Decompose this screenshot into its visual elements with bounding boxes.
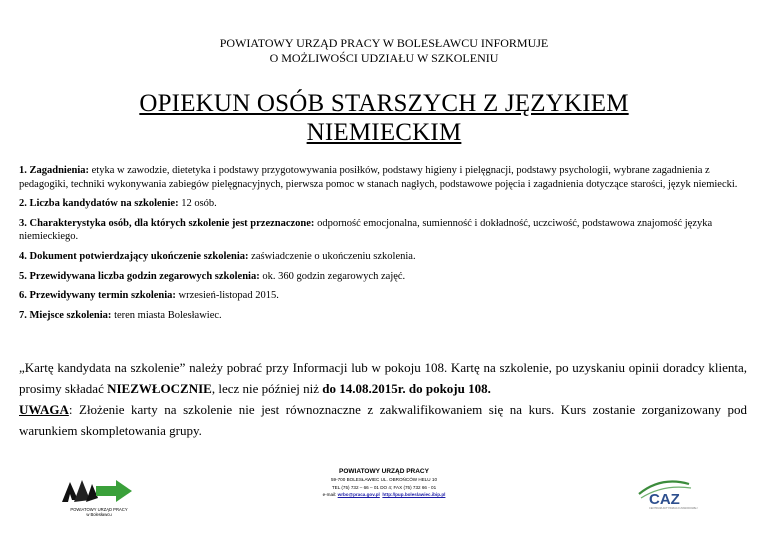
detail-label: 2. Liczba kandydatów na szkolenie:: [19, 198, 179, 210]
application-text: „Kartę kandydata na szkolenie” należy pobrać przy Informacji lub w pokoju 108. Kartę na szkolenie, po uzyskaniu opinii doradcy klienta, prosimy składać: [19, 360, 747, 396]
deadline-intro: , lecz nie później niż: [211, 381, 323, 396]
detail-item-hours: [19, 270, 747, 284]
application-paragraph: [19, 357, 747, 399]
detail-text: zaświadczenie o ukończeniu szkolenia.: [248, 250, 416, 262]
deadline-text: do 14.08.2015r. do pokoju 108.: [322, 381, 491, 396]
detail-item-target-group: [19, 217, 747, 244]
header-line-1: POWIATOWY URZĄD PRACY W BOLESŁAWCU INFORMUJE: [219, 36, 549, 50]
pup-logo-caption: [60, 507, 138, 517]
caz-logo: [635, 476, 698, 520]
pup-logo-caption-line-2: w Bolesławcu: [86, 512, 112, 517]
pup-logo-arrow-icon: [60, 476, 138, 506]
detail-label: 7. Miejsce szkolenia:: [19, 309, 112, 321]
detail-label: 4. Dokument potwierdzający ukończenie szkolenia:: [19, 250, 249, 262]
footer-email-link[interactable]: wrbo@praca.gov.pl: [337, 492, 380, 497]
caz-logo-text: CAZ: [649, 491, 680, 508]
caz-logo-tagline: CENTRUM AKTYWIZACJI ZAWODOWEJ: [649, 507, 698, 510]
detail-item-topics: [19, 164, 747, 191]
detail-text: odporność emocjonalna, sumienność i dokładność, uczciwość, podstawowa znajomość języka niemieckiego.: [19, 217, 713, 243]
detail-text: teren miasta Bolesławiec.: [111, 309, 222, 321]
footer-email-prefix: e-mail:: [322, 492, 338, 497]
footer-website-link[interactable]: http://pup.boleslawiec.ibip.pl: [382, 492, 446, 497]
course-details-list: [19, 164, 747, 328]
footer-phone: TEL (75) 732 – 66 – 01 DO 4; FAX (75) 732 66 - 01: [331, 484, 437, 490]
footer-web-line: [250, 491, 518, 499]
detail-item-dates: [19, 289, 747, 303]
detail-text: etyka w zawodzie, dietetyka i podstawy przygotowywania posiłków, podstawy higieny i pielęgnacji, podstawy psychologii, wybrane zagadnienia z pedagogiki, techniki wykonywania zabiegów pielęgnacyjnych, pierwsza pomoc w stanach nagłych, podstawowe pojęcia i zagadnienia dotyczące starości, język niemiecki.: [19, 165, 738, 190]
detail-label: 1. Zagadnienia:: [19, 165, 90, 176]
detail-item-certificate: [19, 250, 747, 264]
course-title-line-2: NIEMIECKIM: [306, 119, 462, 146]
notice-label: UWAGA: [19, 402, 69, 417]
footer-contact: [250, 467, 518, 499]
footer-office-name: POWIATOWY URZĄD PRACY: [339, 468, 429, 475]
detail-text: 12 osób.: [178, 198, 217, 210]
notice-text: : Złożenie karty na szkolenie nie jest równoznaczne z zakwalifikowaniem się na kurs. Kurs zostanie zorganizowany pod warunkiem skompletowania grupy.: [19, 402, 747, 438]
footer-address: 59-700 BOLESŁAWIEC UL. OBROŃCÓW HELU 10: [330, 477, 438, 482]
detail-label: 6. Przewidywany termin szkolenia:: [19, 290, 176, 302]
detail-item-location: [19, 309, 747, 323]
detail-label: 5. Przewidywana liczba godzin zegarowych szkolenia:: [19, 270, 260, 282]
detail-label: 3. Charakterystyka osób, dla których szkolenie jest przeznaczone:: [19, 217, 315, 229]
urgency-text: NIEZWŁOCZNIE: [107, 381, 212, 396]
detail-text: wrzesień-listopad 2015.: [175, 290, 279, 302]
header-line-2: O MOŻLIWOŚCI UDZIAŁU W SZKOLENIU: [269, 51, 499, 65]
caz-logo-icon: [635, 476, 695, 508]
pup-logo-caption-line-1: POWIATOWY URZĄD PRACY: [70, 507, 128, 512]
detail-text: ok. 360 godzin zegarowych zajęć.: [259, 270, 406, 282]
detail-item-candidates: [19, 197, 747, 211]
course-title-line-1: OPIEKUN OSÓB STARSZYCH Z JĘZYKIEM: [139, 90, 629, 117]
notice-paragraph: [19, 399, 747, 441]
pup-logo: [60, 476, 138, 522]
